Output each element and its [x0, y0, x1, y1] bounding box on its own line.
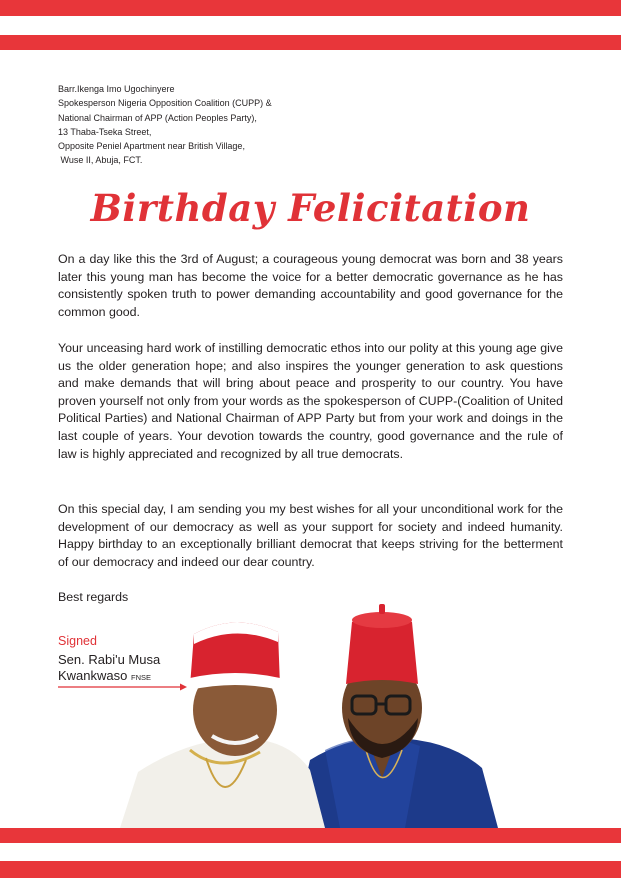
bottom-stripe-1	[0, 828, 621, 843]
closing-text: Best regards	[58, 590, 129, 604]
address-line: Wuse II, Abuja, FCT.	[58, 155, 143, 166]
bottom-stripe-2	[0, 861, 621, 878]
address-line: Spokesperson Nigeria Opposition Coalition (CUPP) &	[58, 98, 272, 109]
signer-name-line-1: Sen. Rabi'u Musa	[58, 652, 161, 667]
sender-address	[58, 82, 358, 168]
body-paragraph-1: On a day like this the 3rd of August; a courageous young democrat was born and 38 years later this young man has become the voice for a better democratic governance as he has consistently spoken truth to power demanding accountability and good governance for the common good.	[58, 252, 563, 319]
body-paragraph-3: On this special day, I am sending you my best wishes for all your unconditional work for the development of our democracy as well as your support for society and indeed humanity. Happy birthday to an exceptionally brilliant democrat that keeps striving for the betterment of our democracy and indeed our dear country.	[58, 502, 563, 569]
address-line: 13 Thaba-Tseka Street,	[58, 126, 152, 137]
page-title: Birthday Felicitation	[90, 186, 531, 230]
body-paragraph-2: Your unceasing hard work of instilling democratic ethos into our polity at this young age give us the older generation hope; and also inspires the younger generation to ask questions and make demands that will bring about peace and prosperity to our country. You have proven yourself not only from your words as the spokesperson of CUPP-(Coalition of United Political Parties) and National Chairman of APP Party but from your work and doings in the last couple of years. Your devotion towards the country, good governance and the rule of law is highly appreciated and recognized by all true democrats.	[58, 341, 563, 461]
signed-label: Signed	[58, 634, 97, 648]
top-stripe-2	[0, 35, 621, 50]
top-stripe-1	[0, 0, 621, 16]
address-line: Opposite Peniel Apartment near British Village,	[58, 141, 245, 152]
portrait-photo	[120, 600, 500, 828]
signer-name-line-2: Kwankwaso	[58, 668, 128, 683]
signer-suffix: FNSE	[131, 673, 152, 682]
address-line: National Chairman of APP (Action Peoples Party),	[58, 112, 257, 123]
address-line: Barr.Ikenga Imo Ugochinyere	[58, 84, 175, 94]
